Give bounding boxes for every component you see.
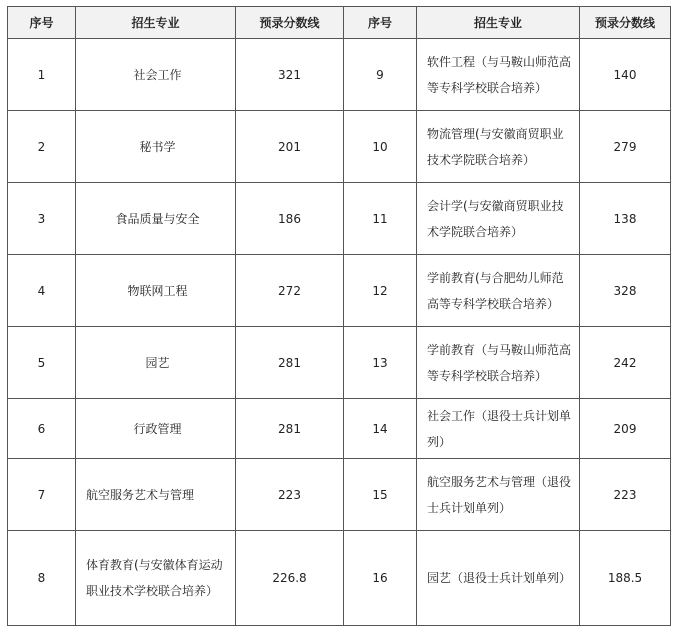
major-cell: 园艺（退役士兵计划单列） xyxy=(417,531,580,626)
table-row xyxy=(8,39,671,111)
score-cell: 223 xyxy=(236,459,344,531)
table-row xyxy=(8,459,671,531)
admission-score-table-container xyxy=(7,6,671,626)
score-cell: 242 xyxy=(580,327,671,399)
score-cell: 140 xyxy=(580,39,671,111)
major-cell: 软件工程（与马鞍山师范高等专科学校联合培养） xyxy=(417,39,580,111)
serial-cell: 4 xyxy=(8,255,76,327)
header-score-left: 预录分数线 xyxy=(236,7,344,39)
admission-score-table xyxy=(7,6,671,626)
major-cell: 秘书学 xyxy=(76,111,236,183)
serial-cell: 7 xyxy=(8,459,76,531)
score-cell: 201 xyxy=(236,111,344,183)
major-cell: 学前教育(与合肥幼儿师范高等专科学校联合培养） xyxy=(417,255,580,327)
table-header-row xyxy=(8,7,671,39)
major-cell: 物流管理(与安徽商贸职业技术学院联合培养） xyxy=(417,111,580,183)
score-cell: 209 xyxy=(580,399,671,459)
header-major-left: 招生专业 xyxy=(76,7,236,39)
score-cell: 186 xyxy=(236,183,344,255)
table-row xyxy=(8,183,671,255)
score-cell: 321 xyxy=(236,39,344,111)
serial-cell: 10 xyxy=(344,111,417,183)
major-cell: 社会工作 xyxy=(76,39,236,111)
serial-cell: 2 xyxy=(8,111,76,183)
header-score-right: 预录分数线 xyxy=(580,7,671,39)
score-cell: 281 xyxy=(236,399,344,459)
major-cell: 学前教育（与马鞍山师范高等专科学校联合培养） xyxy=(417,327,580,399)
table-row xyxy=(8,111,671,183)
serial-cell: 16 xyxy=(344,531,417,626)
table-row xyxy=(8,399,671,459)
header-serial-right: 序号 xyxy=(344,7,417,39)
major-cell: 体育教育(与安徽体育运动职业技术学校联合培养） xyxy=(76,531,236,626)
serial-cell: 15 xyxy=(344,459,417,531)
score-cell: 223 xyxy=(580,459,671,531)
score-cell: 188.5 xyxy=(580,531,671,626)
serial-cell: 1 xyxy=(8,39,76,111)
table-row xyxy=(8,531,671,626)
serial-cell: 8 xyxy=(8,531,76,626)
major-cell: 食品质量与安全 xyxy=(76,183,236,255)
major-cell: 航空服务艺术与管理 xyxy=(76,459,236,531)
score-cell: 272 xyxy=(236,255,344,327)
serial-cell: 11 xyxy=(344,183,417,255)
table-row xyxy=(8,327,671,399)
score-cell: 328 xyxy=(580,255,671,327)
table-row xyxy=(8,255,671,327)
major-cell: 社会工作（退役士兵计划单列） xyxy=(417,399,580,459)
header-serial-left: 序号 xyxy=(8,7,76,39)
major-cell: 行政管理 xyxy=(76,399,236,459)
score-cell: 138 xyxy=(580,183,671,255)
serial-cell: 6 xyxy=(8,399,76,459)
score-cell: 281 xyxy=(236,327,344,399)
serial-cell: 13 xyxy=(344,327,417,399)
score-cell: 226.8 xyxy=(236,531,344,626)
header-major-right: 招生专业 xyxy=(417,7,580,39)
serial-cell: 12 xyxy=(344,255,417,327)
major-cell: 物联网工程 xyxy=(76,255,236,327)
serial-cell: 5 xyxy=(8,327,76,399)
serial-cell: 3 xyxy=(8,183,76,255)
score-cell: 279 xyxy=(580,111,671,183)
major-cell: 园艺 xyxy=(76,327,236,399)
serial-cell: 9 xyxy=(344,39,417,111)
serial-cell: 14 xyxy=(344,399,417,459)
major-cell: 会计学(与安徽商贸职业技术学院联合培养） xyxy=(417,183,580,255)
major-cell: 航空服务艺术与管理（退役士兵计划单列） xyxy=(417,459,580,531)
